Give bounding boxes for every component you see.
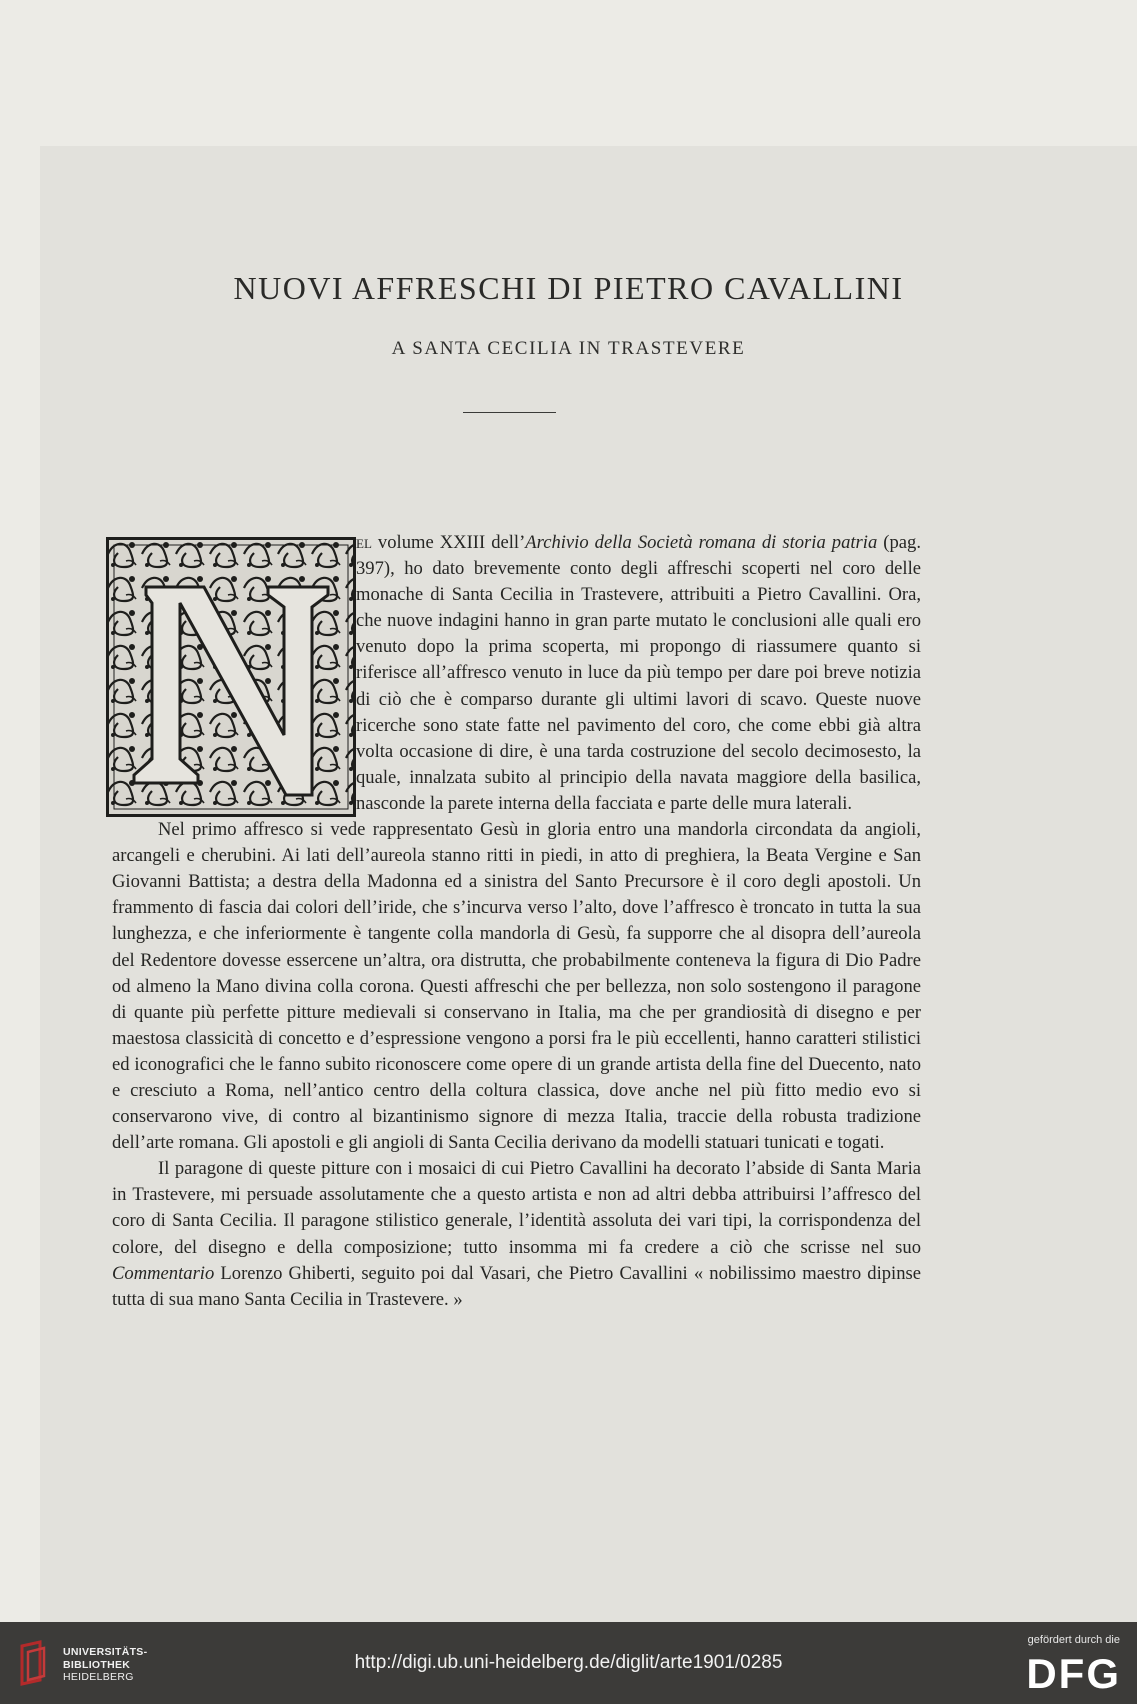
paragraph-3 xyxy=(112,1156,921,1313)
article-body xyxy=(112,530,921,1313)
paragraph-3-part-b: Lorenzo Ghiberti, seguito poi dal Vasari, che Pietro Cavallini « nobilissimo maestro dipinse tutta di sua mano Santa Cecilia in Trastevere. » xyxy=(112,1262,921,1310)
library-name-line-2: BIBLIOTHEK xyxy=(63,1658,131,1671)
paragraph-1 xyxy=(112,530,921,817)
lead-in: el xyxy=(356,532,372,553)
title-divider xyxy=(463,412,556,413)
paragraph-2: Nel primo affresco si vede rappresentato Gesù in gloria entro una mandorla circondata da angioli, arcangeli e cherubini. Ai lati dell’aureola stanno ritti in piedi, in atto di preghiera, la Beata Vergine e San Giovanni Battista; a destra della Madonna ed a sinistra del Santo Precursore è il coro degli apostoli. Un frammento di fascia dai colori dell’iride, che s’incurva verso l’alto, dove l’affresco è troncato in tutta la sua lunghezza, e che inferiormente è tangente colla mandorla di Gesù, fa supporre che al disopra dell’aureola del Redentore dovesse essercene un’altra, ora distrutta, che probabilmente conteneva la figura di Dio Padre od almeno la Mano divina colla corona. Questi affreschi che per bellezza, non solo sostengono il paragone di quante più perfette pitture medievali si conservano in Italia, ma che per grandiosità di disegno e per maestosa classicità di concetto e d’espressione vengono a porsi fra le più eccellenti, hanno caratteri stilistici ed iconografici che le fanno subito riconoscere come opere di un grande artista della fine del Duecento, nato e cresciuto a Roma, nell’antico centro della coltura classica, dove anche nel più fitto medio evo si conservarono vive, di contro al bizantinismo signore di mezza Italia, traccie della robusta tradizione dell’arte romana. Gli apostoli e gli angioli di Santa Cecilia derivano da modelli statuari tunicati e togati. xyxy=(112,819,921,1154)
commentario-italic: Commentario xyxy=(112,1262,215,1284)
library-name-line-1: UNIVERSITÄTS- xyxy=(63,1646,148,1658)
article-subtitle: A SANTA CECILIA IN TRASTEVERE xyxy=(391,338,746,359)
dropcap-spacer xyxy=(112,534,356,814)
paragraph-1-part-b: (pag. 397), ho dato brevemente conto degli affreschi scoperti nel coro delle monache di Santa Cecilia in Trastevere, attribuiti a Pietro Cavallini. Ora, che nuove indagini hanno in gran parte mutato le conclusioni alle quali ero venuto dopo la prima scoperta, mi propongo di riassumere quanto si riferisce all’affresco venuto in luce da più tempo per dare poi breve notizia di ciò che è comparso durante gli ultimi lavori di scavo. Queste nuove ricerche sono state fatte nel pavimento del coro, che come ebbi già altra volta occasione di dire, è una tarda costruzione del secolo decimosesto, la quale, innalzata subito al principio della navata maggiore della basilica, nasconde la parete interna della facciata e parte delle mura laterali. xyxy=(356,532,921,814)
library-name-line-3: HEIDELBERG xyxy=(63,1671,134,1683)
footer-bar xyxy=(0,1622,1137,1704)
journal-title-italic: Archivio della Società romana di storia patria xyxy=(525,532,878,553)
funding-label: gefördert durch die xyxy=(1027,1634,1120,1646)
article-title: NUOVI AFFRESCHI DI PIETRO CAVALLINI xyxy=(233,270,904,306)
dfg-logo[interactable]: DFG xyxy=(1026,1650,1121,1697)
paragraph-3-part-a: Il paragone di queste pitture con i mosaici di cui Pietro Cavallini ha decorato l’abside di Santa Maria in Trastevere, mi persuade assolutamente che a questo artista e non ad altri debba attribuirsi l’affresco del coro di Santa Cecilia. Il paragone stilistico generale, l’identità assoluta dei vari tipi, la corrispondenza del colore, del disegno e della composizione; tutto insomma mi fa credere a ciò che scrisse nel suo xyxy=(112,1158,921,1258)
paragraph-1-part-a: volume XXIII dell’ xyxy=(371,532,526,553)
permalink-url[interactable]: http://digi.ub.uni-heidelberg.de/diglit/arte1901/0285 xyxy=(354,1652,783,1673)
